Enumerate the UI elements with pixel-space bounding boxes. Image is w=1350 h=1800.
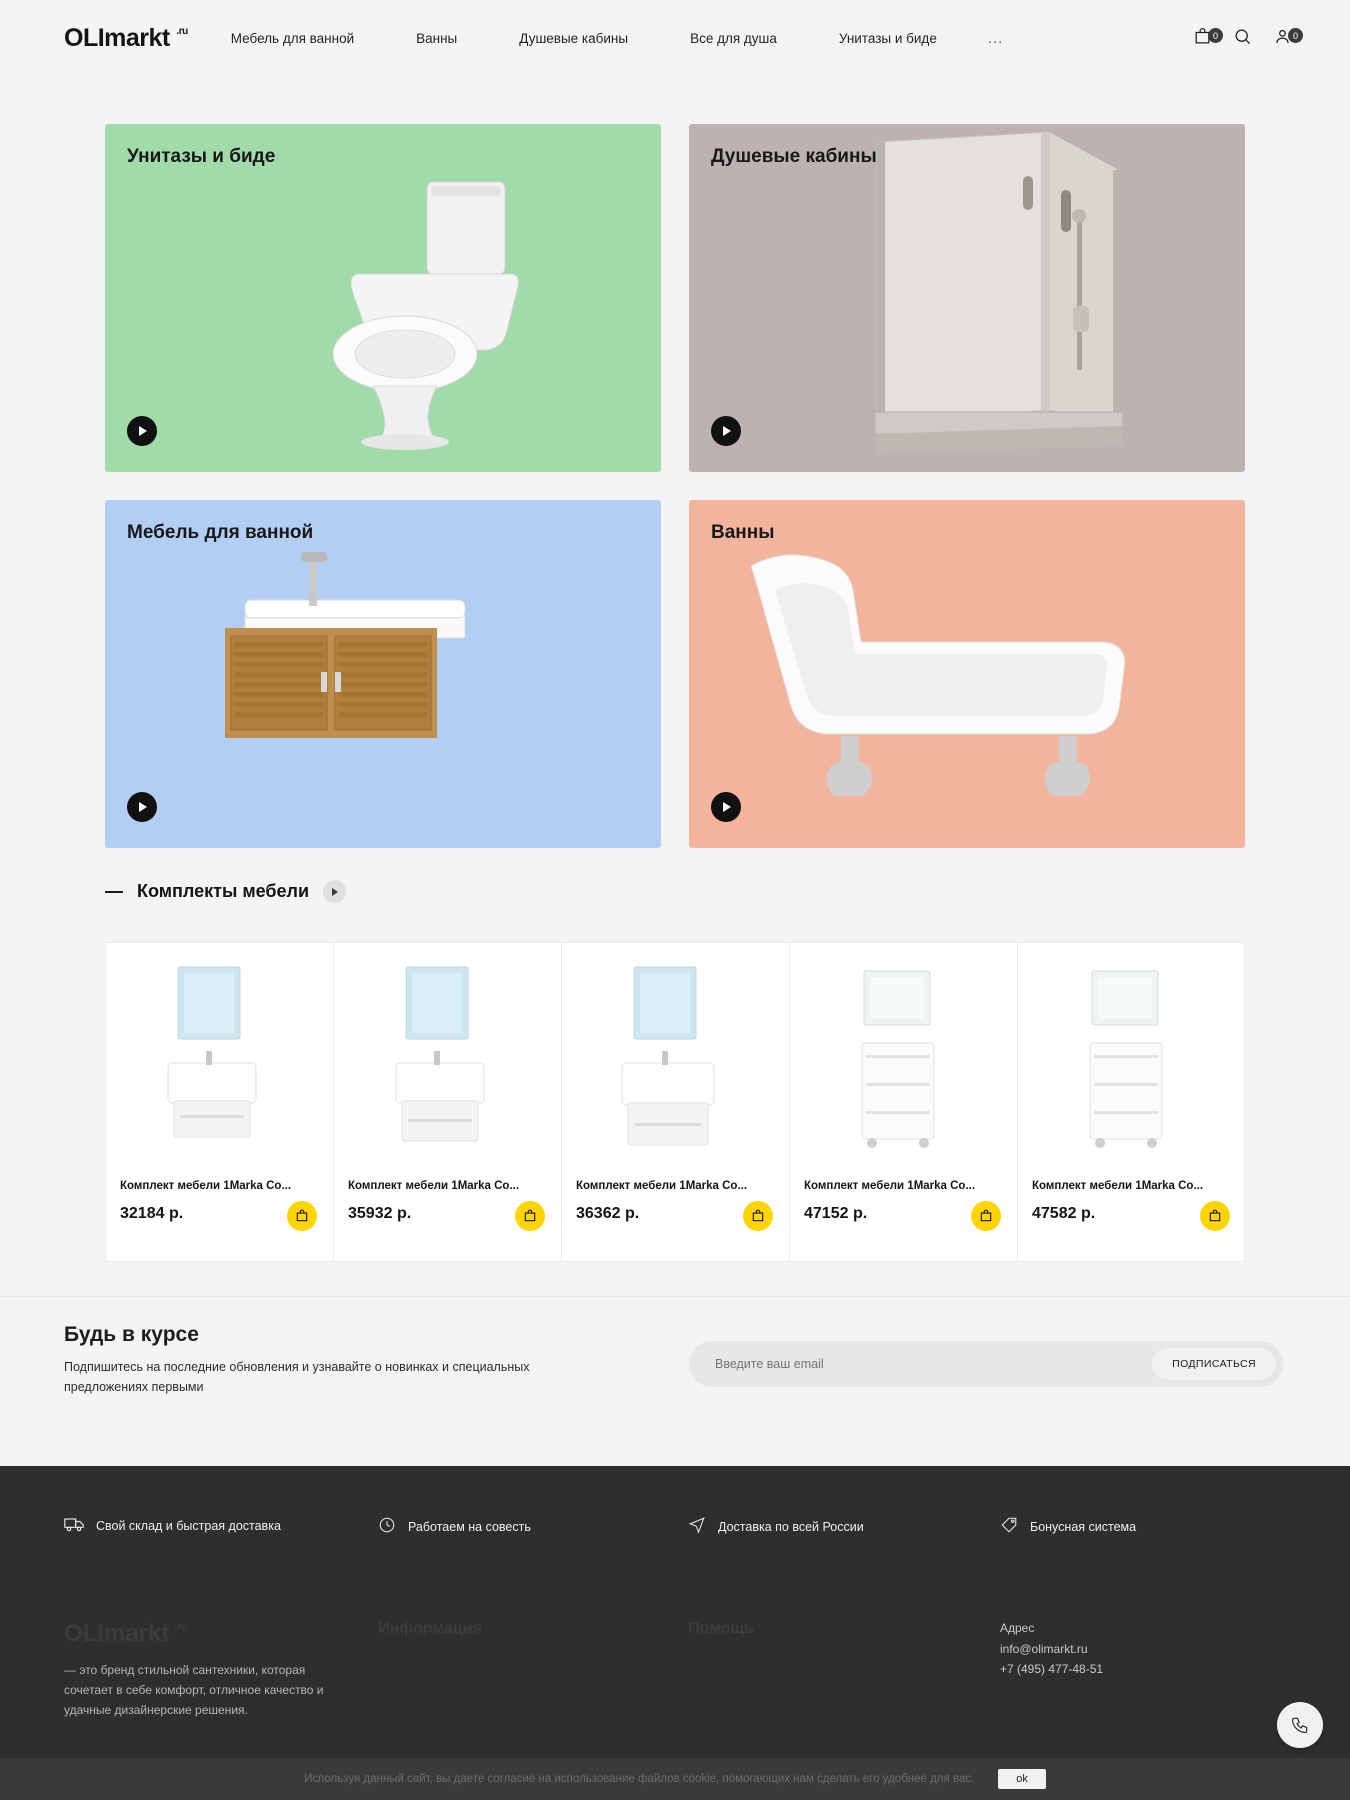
advantage-item-russia-delivery bbox=[688, 1516, 864, 1537]
nav-item-toilets-bidets[interactable]: Унитазы и биде bbox=[838, 30, 937, 46]
section-next-arrow-icon[interactable] bbox=[323, 880, 346, 903]
cookie-banner bbox=[0, 1758, 1350, 1800]
furniture-set-illustration bbox=[790, 943, 1018, 1173]
product-name: Комплект мебели 1Marka Co... bbox=[576, 1180, 748, 1192]
product-image bbox=[106, 943, 333, 1173]
account-count-badge: 0 bbox=[1288, 28, 1303, 43]
newsletter-section bbox=[0, 1296, 1350, 1466]
subscribe-button[interactable]: ПОДПИСАТЬСЯ bbox=[1152, 1348, 1276, 1380]
section-title: Комплекты мебели bbox=[137, 881, 310, 901]
footer-column-info-title: Информация bbox=[378, 1620, 482, 1637]
callback-phone-icon[interactable] bbox=[1277, 1702, 1323, 1748]
product-image bbox=[1018, 943, 1246, 1173]
footer-address-title: Адрес bbox=[1000, 1621, 1035, 1635]
add-to-cart-icon[interactable] bbox=[971, 1201, 1001, 1231]
section-header-furniture-sets bbox=[105, 880, 346, 903]
category-tile-arrow[interactable] bbox=[127, 416, 157, 446]
category-tile-arrow[interactable] bbox=[711, 792, 741, 822]
advantage-item-delivery bbox=[64, 1516, 281, 1535]
bathtub-illustration bbox=[689, 500, 1245, 848]
cart-icon[interactable] bbox=[1190, 24, 1218, 48]
category-tile-furniture[interactable] bbox=[105, 500, 661, 848]
advantage-label: Свой склад и быстрая доставка bbox=[96, 1518, 281, 1533]
product-price: 32184 р. bbox=[120, 1205, 184, 1222]
product-price: 47582 р. bbox=[1032, 1205, 1096, 1222]
advantage-item-bonus bbox=[1000, 1516, 1136, 1537]
furniture-set-illustration bbox=[562, 943, 790, 1173]
advantage-label: Доставка по всей России bbox=[718, 1519, 864, 1534]
add-to-cart-icon[interactable] bbox=[743, 1201, 773, 1231]
footer-logo-text: OLImarkt bbox=[64, 1620, 170, 1647]
product-card[interactable] bbox=[334, 943, 562, 1261]
shower-cabin-illustration bbox=[689, 124, 1245, 472]
truck-icon bbox=[64, 1516, 84, 1535]
location-arrow-icon bbox=[688, 1516, 706, 1537]
clock-icon bbox=[378, 1516, 396, 1537]
newsletter-form bbox=[689, 1341, 1283, 1387]
footer-logo[interactable] bbox=[64, 1620, 188, 1648]
newsletter-title: Будь в курсе bbox=[64, 1323, 199, 1346]
product-name: Комплект мебели 1Marka Co... bbox=[804, 1180, 976, 1192]
add-to-cart-icon[interactable] bbox=[515, 1201, 545, 1231]
category-tiles bbox=[105, 124, 1245, 848]
nav-item-all-for-shower[interactable]: Все для душа bbox=[690, 30, 777, 46]
collapse-icon[interactable] bbox=[105, 891, 123, 893]
toilet-illustration bbox=[105, 124, 661, 472]
furniture-set-illustration bbox=[334, 943, 562, 1173]
cart-count-badge: 0 bbox=[1208, 28, 1223, 43]
category-tile-toilets[interactable] bbox=[105, 124, 661, 472]
category-tile-title: Душевые кабины bbox=[711, 146, 877, 167]
furniture-set-illustration bbox=[1018, 943, 1246, 1173]
product-card[interactable] bbox=[562, 943, 790, 1261]
advantage-label: Бонусная система bbox=[1030, 1519, 1137, 1534]
furniture-set-illustration bbox=[106, 943, 334, 1173]
newsletter-text: Подпишитесь на последние обновления и узнавайте о новинках и специальных предложениях первыми bbox=[64, 1360, 530, 1394]
category-tile-arrow[interactable] bbox=[711, 416, 741, 446]
product-price: 36362 р. bbox=[576, 1205, 640, 1222]
footer-column-help-title: Помощь bbox=[688, 1620, 754, 1637]
search-icon[interactable] bbox=[1230, 24, 1254, 48]
product-name: Комплект мебели 1Marka Co... bbox=[348, 1180, 520, 1192]
category-tile-title: Ванны bbox=[711, 522, 775, 543]
product-card[interactable] bbox=[106, 943, 334, 1261]
add-to-cart-icon[interactable] bbox=[287, 1201, 317, 1231]
nav-item-furniture[interactable]: Мебель для ванной bbox=[230, 30, 355, 46]
product-card[interactable] bbox=[1018, 943, 1246, 1261]
cookie-text: Используя данный сайт, вы даете согласие на использование файлов cookie, помогающих нам сделать его удобнее для вас. bbox=[304, 1773, 975, 1785]
product-image bbox=[790, 943, 1017, 1173]
nav-item-baths[interactable]: Ванны bbox=[416, 30, 458, 46]
nav-item-shower-cabins[interactable]: Душевые кабины bbox=[519, 30, 629, 46]
product-price: 47152 р. bbox=[804, 1205, 868, 1222]
product-name: Комплект мебели 1Marka Co... bbox=[120, 1180, 292, 1192]
product-name: Комплект мебели 1Marka Co... bbox=[1032, 1180, 1204, 1192]
main-nav bbox=[200, 30, 1024, 47]
product-card[interactable] bbox=[790, 943, 1018, 1261]
email-input[interactable] bbox=[689, 1357, 1152, 1371]
header-icons bbox=[1190, 24, 1298, 48]
advantage-label: Работаем на совесть bbox=[408, 1519, 531, 1534]
product-price: 35932 р. bbox=[348, 1205, 412, 1222]
category-tile-baths[interactable] bbox=[689, 500, 1245, 848]
bathroom-furniture-illustration bbox=[105, 500, 661, 848]
footer-phone[interactable]: +7 (495) 477-48-51 bbox=[1000, 1662, 1104, 1676]
footer-about-text: — это бренд стильной сантехники, которая сочетает в себе комфорт, отличное качество и удачные дизайнерские решения. bbox=[64, 1663, 324, 1717]
tag-icon bbox=[1000, 1516, 1018, 1537]
footer-logo-tld: .ru bbox=[174, 1622, 188, 1633]
product-image bbox=[334, 943, 561, 1173]
nav-item-more[interactable]: ... bbox=[987, 29, 1004, 47]
category-tile-title: Мебель для ванной bbox=[127, 522, 314, 543]
logo-text: OLImarkt bbox=[64, 23, 170, 52]
cookie-accept-button[interactable]: ok bbox=[998, 1769, 1046, 1789]
site-header bbox=[0, 0, 1350, 76]
category-tile-title: Унитазы и биде bbox=[127, 146, 276, 167]
product-image bbox=[562, 943, 789, 1173]
product-list bbox=[105, 942, 1245, 1262]
user-icon[interactable] bbox=[1270, 24, 1298, 48]
footer-email[interactable]: info@olimarkt.ru bbox=[1000, 1642, 1088, 1656]
add-to-cart-icon[interactable] bbox=[1200, 1201, 1230, 1231]
category-tile-arrow[interactable] bbox=[127, 792, 157, 822]
advantages-bar bbox=[0, 1466, 1350, 1596]
category-tile-shower-cabins[interactable] bbox=[689, 124, 1245, 472]
site-logo[interactable] bbox=[64, 23, 188, 53]
advantage-item-quality bbox=[378, 1516, 531, 1537]
logo-tld: .ru bbox=[176, 25, 188, 37]
